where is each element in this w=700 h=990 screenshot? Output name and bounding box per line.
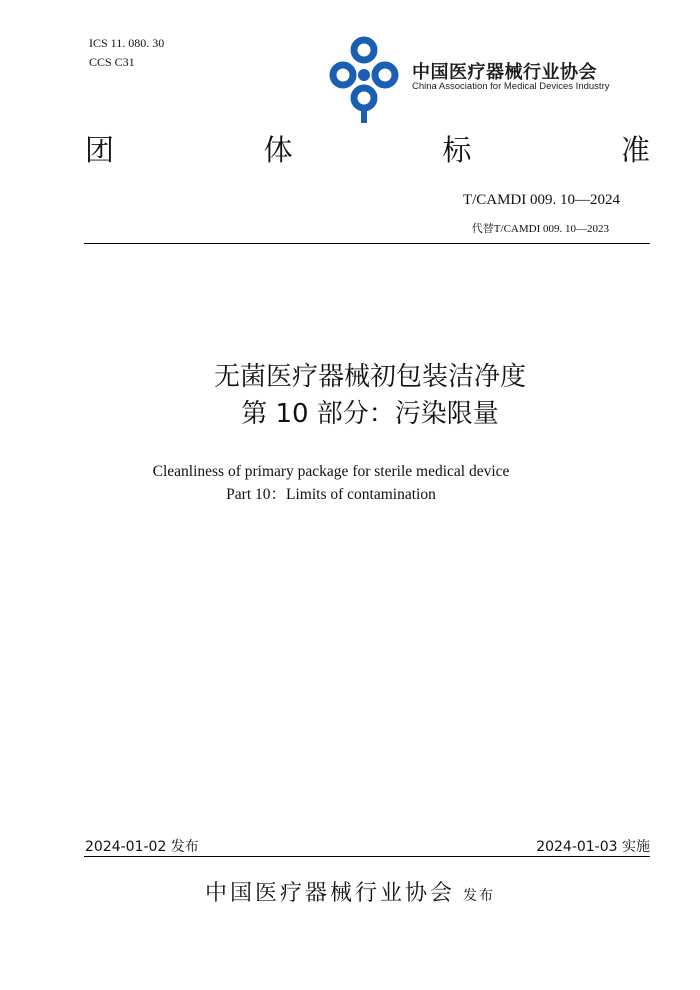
title-cn-line2: 第 10 部分：污染限量 — [241, 399, 499, 429]
standard-type-char: 准 — [620, 133, 650, 167]
title-cn-line1: 无菌医疗器械初包装洁净度 — [213, 362, 526, 392]
replaced-standard: 代替T/CAMDI 009. 10—2023 — [471, 223, 609, 235]
organization-name-en: China Association for Medical Devices Industry — [412, 81, 610, 92]
classification-codes — [89, 34, 164, 72]
title-en-line2: Part 10：Limits of contamination — [226, 486, 436, 503]
top-divider — [84, 243, 650, 244]
ics-code: ICS 11. 080. 30 — [89, 36, 165, 50]
title-en-line1: Cleanliness of primary package for sterile medical device — [152, 463, 510, 480]
issuer-line — [0, 876, 700, 907]
issuer-name: 中国医疗器械行业协会 — [204, 881, 455, 906]
standard-type-char: 团 — [85, 133, 115, 167]
standard-type-char: 体 — [263, 133, 293, 167]
standard-type-char: 标 — [442, 133, 472, 167]
issuer-suffix: 发布 — [463, 888, 495, 904]
implementation-date: 2024-01-03 实施 — [536, 839, 650, 855]
organization-name-cn: 中国医疗器械行业协会 — [412, 62, 597, 83]
issue-date: 2024-01-02 发布 — [85, 839, 199, 855]
camdi-logo-icon — [328, 35, 402, 125]
standard-number: T/CAMDI 009. 10—2024 — [462, 192, 620, 208]
standard-type-heading — [85, 128, 650, 169]
bottom-divider — [84, 856, 650, 857]
ccs-code: CCS C31 — [89, 55, 135, 69]
